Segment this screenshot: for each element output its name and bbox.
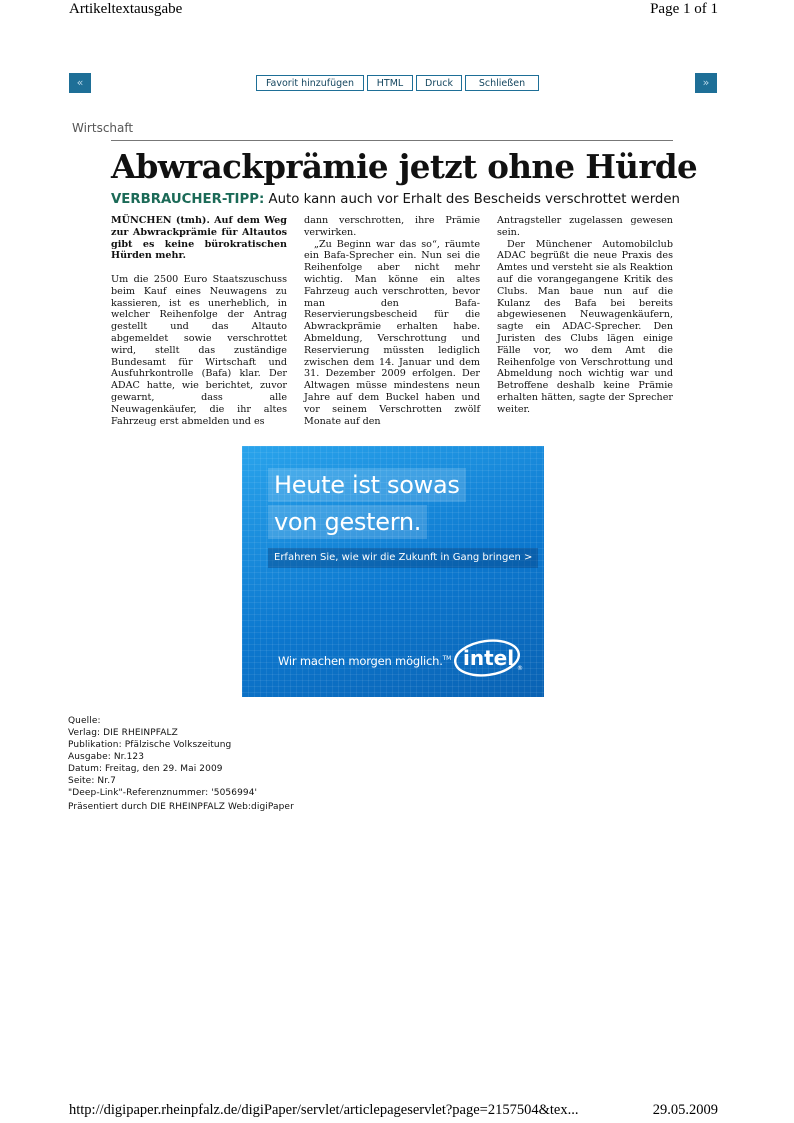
article-paragraph: Um die 2500 Euro Staatszuschuss beim Kauf eines Neuwagens zu kassieren, ist es unerheblich, in welcher Reihenfolge der Antrag gestellt und das Altauto abgemeldet sowie verschrottet wird, stellt das zuständige Bundesamt für Wirtschaft und Ausfuhrkontrolle (Bafa) klar. Der ADAC hatte, wie berichtet, zuvor gewarnt, dass alle Neuwagenkäufer, die ihr altes Fahrzeug erst abmelden und es [111, 273, 287, 427]
meta-verlag: Verlag: DIE RHEINPFALZ [68, 728, 178, 738]
intel-advertisement[interactable] [242, 446, 544, 697]
print-footer-date: 29.05.2009 [652, 1102, 718, 1118]
double-chevron-right-icon: » [702, 76, 710, 89]
article-paragraph: Antragsteller zugelassen gewesen sein. [497, 215, 673, 238]
meta-deeplink: "Deep-Link"-Referenznummer: '5056994' [68, 788, 258, 798]
ad-slogan [278, 654, 451, 668]
article-paragraph: „Zu Beginn war das so“, räumte ein Bafa-Sprecher ein. Nun sei die Reihenfolge aber nicht mehr wichtig. Man könne ein altes Fahrzeug auch verschrotten, bevor man den Bafa-Reservierungsbescheid für die Abwrackprämie erhalten habe. Abmeldung, Verschrottung und Reservierung müssten lediglich zwischen dem 14. Januar und dem 31. Dezember 2009 erfolgen. Der Altwagen müsse mindestens neun Jahre auf dem Buckel haben und vor seinem Verschrotten zwölf Monate auf den [304, 238, 480, 427]
meta-ausgabe: Ausgabe: Nr.123 [68, 752, 145, 762]
print-header-title: Artikeltextausgabe [69, 1, 183, 17]
print-footer-url: http://digipaper.rheinpfalz.de/digiPaper/servlet/articlepageservlet?page=2157504&tex... [69, 1102, 579, 1118]
double-chevron-left-icon: « [76, 76, 84, 89]
meta-publikation: Publikation: Pfälzische Volkszeitung [68, 740, 232, 750]
article-paragraph: dann verschrotten, ihre Prämie verwirken. [304, 215, 480, 238]
print-button[interactable]: Druck [416, 75, 462, 91]
ad-slogan-tm: TM [442, 655, 452, 663]
article-lead: MÜNCHEN (tmh). Auf dem Weg zur Abwrackprämie für Altautos gibt es keine bürokratischen Hürden mehr. [111, 215, 287, 262]
article-clipping [111, 140, 698, 427]
intel-logo-icon [451, 634, 525, 680]
meta-presented-by: Präsentiert durch DIE RHEINPFALZ Web:digiPaper [68, 802, 294, 812]
previous-article-button[interactable] [69, 73, 91, 93]
ad-slogan-text: Wir machen morgen möglich. [278, 654, 443, 668]
article-subhead [111, 191, 680, 209]
article-paragraph: Der Münchener Automobilclub ADAC begrüßt die neue Praxis des Amtes und versteht sie als Reaktion auf die vorangegangene Kritik des Clubs. Man baue nun auf die Kulanz des Bafa bei bereits abgewiesenen Neuwagenkäufern, sagte ein ADAC-Sprecher. Den Juristen des Clubs lägen einige Fälle vor, wo dem Amt die Reihenfolge von Verschrottung und Abmeldung noch wichtig war und Betroffene deshalb keine Prämie erhalten hätten, sagte der Sprecher weiter. [497, 238, 673, 415]
meta-quelle: Quelle: [68, 716, 101, 726]
intel-logo-registered: ® [517, 665, 523, 672]
article-column-1 [111, 215, 287, 427]
article-column-2 [304, 215, 480, 427]
intel-logo-text: intel [463, 646, 515, 670]
meta-seite: Seite: Nr.7 [68, 776, 117, 786]
subhead-text: Auto kann auch vor Erhalt des Bescheids verschrottet werden [268, 192, 680, 207]
source-info [68, 715, 294, 813]
print-header-page: Page 1 of 1 [650, 1, 718, 17]
ad-headline-line-2: von gestern. [268, 505, 427, 539]
meta-datum: Datum: Freitag, den 29. Mai 2009 [68, 764, 223, 774]
article-column-3 [497, 215, 673, 427]
ad-headline-line-1: Heute ist sowas [268, 468, 466, 502]
section-label: Wirtschaft [72, 121, 134, 135]
close-button[interactable]: Schließen [465, 75, 539, 91]
article-toolbar [256, 75, 539, 93]
next-article-button[interactable] [695, 73, 717, 93]
subhead-kicker: VERBRAUCHER-TIPP: [111, 192, 265, 207]
ad-cta-link[interactable]: Erfahren Sie, wie wir die Zukunft in Gang bringen > [268, 548, 538, 568]
add-favorite-button[interactable]: Favorit hinzufügen [256, 75, 364, 91]
article-headline: Abwrackprämie jetzt ohne Hürde [111, 147, 698, 186]
article-top-rule [111, 140, 673, 141]
article-columns [111, 215, 673, 427]
html-button[interactable]: HTML [367, 75, 413, 91]
